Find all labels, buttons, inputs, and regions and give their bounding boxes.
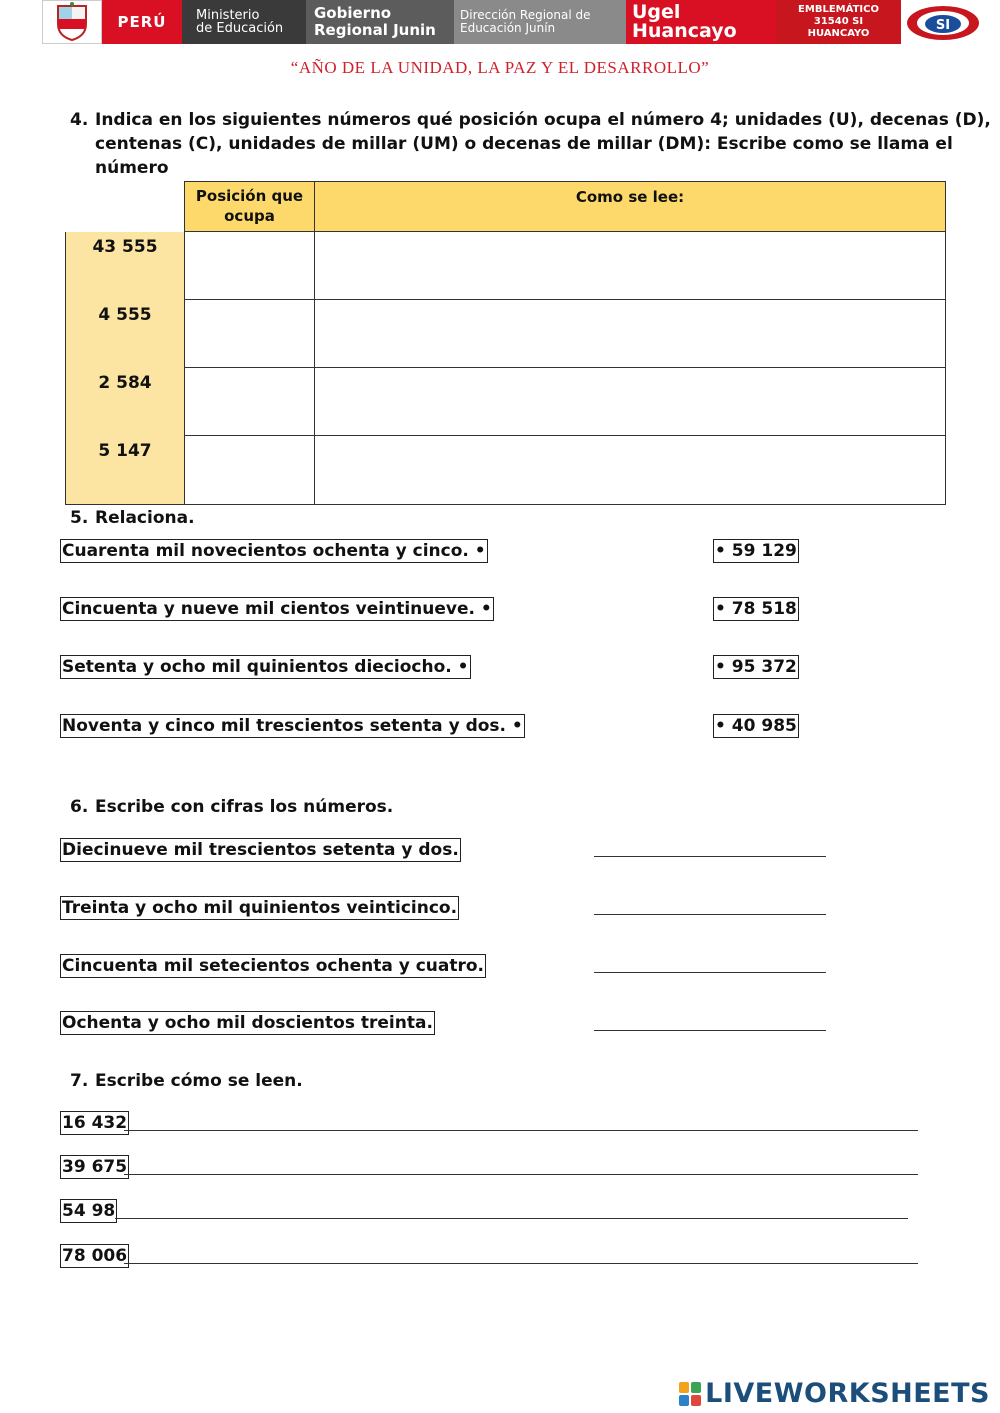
table-row (65, 300, 946, 368)
reading-answer-cell[interactable] (315, 300, 946, 368)
reading-answer-cell[interactable] (315, 368, 946, 436)
direccion-line1: Dirección Regional de (460, 8, 591, 22)
shield-icon (50, 2, 94, 42)
row-number: 5 147 (65, 436, 184, 505)
numeral-item: 78 006 (62, 1246, 128, 1266)
ugel-line1: Ugel (632, 1, 681, 23)
ministerio-line2: de Educación (196, 21, 284, 36)
answer-line[interactable] (594, 856, 826, 857)
emblematico-line3: HUANCAYO (807, 28, 870, 39)
match-right-item[interactable]: • 78 518 (715, 599, 797, 619)
answer-line[interactable] (124, 1263, 918, 1264)
school-badge-icon (903, 2, 983, 42)
answer-line[interactable] (594, 1030, 826, 1031)
q6-number: 6. (70, 797, 89, 817)
direccion-line2: Educación Junín (460, 21, 556, 35)
match-left-item[interactable]: Noventa y cinco mil trescientos setenta y dos. • (62, 716, 523, 736)
header-position-line2: ocupa (224, 207, 275, 225)
position-answer-cell[interactable] (184, 300, 315, 368)
q4-text-line2: centenas (C), unidades de millar (UM) o decenas de millar (DM): Escribe como se llama el (95, 134, 953, 154)
q5-title: Relaciona. (95, 508, 195, 528)
table-header-position (184, 181, 315, 232)
peru-shield-logo (42, 0, 102, 44)
reading-answer-cell[interactable] (315, 232, 946, 300)
written-number-item: Diecinueve mil trescientos setenta y dos. (62, 840, 459, 860)
table-header-reading: Como se lee: (315, 181, 946, 232)
table-row (65, 436, 946, 505)
written-number-item: Cincuenta mil setecientos ochenta y cuatro. (62, 956, 485, 976)
emblematico-line1: EMBLEMÁTICO (798, 4, 879, 15)
ugel-line2: Huancayo (632, 20, 737, 42)
liveworksheets-logo (679, 1378, 990, 1409)
motto: “AÑO DE LA UNIDAD, LA PAZ Y EL DESARROLLO” (290, 58, 710, 77)
match-left-item[interactable]: Cuarenta mil novecientos ochenta y cinco. • (62, 541, 486, 561)
emblematico-label (776, 0, 901, 44)
q4-text-line1: Indica en los siguientes números qué posición ocupa el número 4; unidades (U), decenas (D), (95, 110, 991, 130)
answer-line[interactable] (124, 1174, 918, 1175)
peru-label (102, 0, 182, 44)
peru-text: PERÚ (117, 13, 167, 31)
q6-title: Escribe con cifras los números. (95, 797, 394, 817)
school-badge-text: SI (935, 18, 951, 33)
position-answer-cell[interactable] (184, 232, 315, 300)
numeral-item: 39 675 (62, 1157, 128, 1177)
answer-line[interactable] (594, 914, 826, 915)
school-logo (901, 0, 985, 44)
q5-number: 5. (70, 508, 89, 528)
gobierno-line1: Gobierno (314, 4, 392, 22)
ministerio-line1: Ministerio (196, 8, 260, 23)
answer-line[interactable] (115, 1218, 908, 1219)
match-left-item[interactable]: Setenta y ocho mil quinientos dieciocho. • (62, 657, 469, 677)
answer-line[interactable] (124, 1130, 918, 1131)
row-number: 2 584 (65, 368, 184, 436)
liveworksheets-brand: LIVEWORKSHEETS (705, 1378, 990, 1409)
match-right-item[interactable]: • 59 129 (715, 541, 797, 561)
q4-text-line3: número (95, 158, 169, 178)
answer-line[interactable] (594, 972, 826, 973)
header-position-line1: Posición que (195, 187, 304, 205)
table-row (65, 232, 946, 300)
written-number-item: Ochenta y ocho mil doscientos treinta. (62, 1013, 433, 1033)
numeral-item: 16 432 (62, 1113, 128, 1133)
q4-number: 4. (70, 110, 89, 130)
header-banner (42, 0, 985, 44)
position-answer-cell[interactable] (184, 436, 315, 505)
q7-title: Escribe cómo se leen. (95, 1071, 303, 1091)
match-right-item[interactable]: • 40 985 (715, 716, 797, 736)
row-number: 4 555 (65, 300, 184, 368)
numeral-item: 54 98 (62, 1201, 116, 1221)
table-row (65, 368, 946, 436)
ugel-label (626, 0, 776, 44)
match-right-item[interactable]: • 95 372 (715, 657, 797, 677)
emblematico-line2: 31540 SI (813, 16, 864, 27)
gobierno-label (306, 0, 454, 44)
gobierno-line2: Regional Junin (314, 21, 436, 39)
liveworksheets-icon (679, 1382, 701, 1406)
reading-answer-cell[interactable] (315, 436, 946, 505)
direccion-label (454, 0, 626, 44)
match-left-item[interactable]: Cincuenta y nueve mil cientos veintinueve. • (62, 599, 492, 619)
ministerio-label (182, 0, 306, 44)
q7-number: 7. (70, 1071, 89, 1091)
row-number: 43 555 (65, 232, 184, 300)
position-answer-cell[interactable] (184, 368, 315, 436)
written-number-item: Treinta y ocho mil quinientos veinticinco. (62, 898, 458, 918)
